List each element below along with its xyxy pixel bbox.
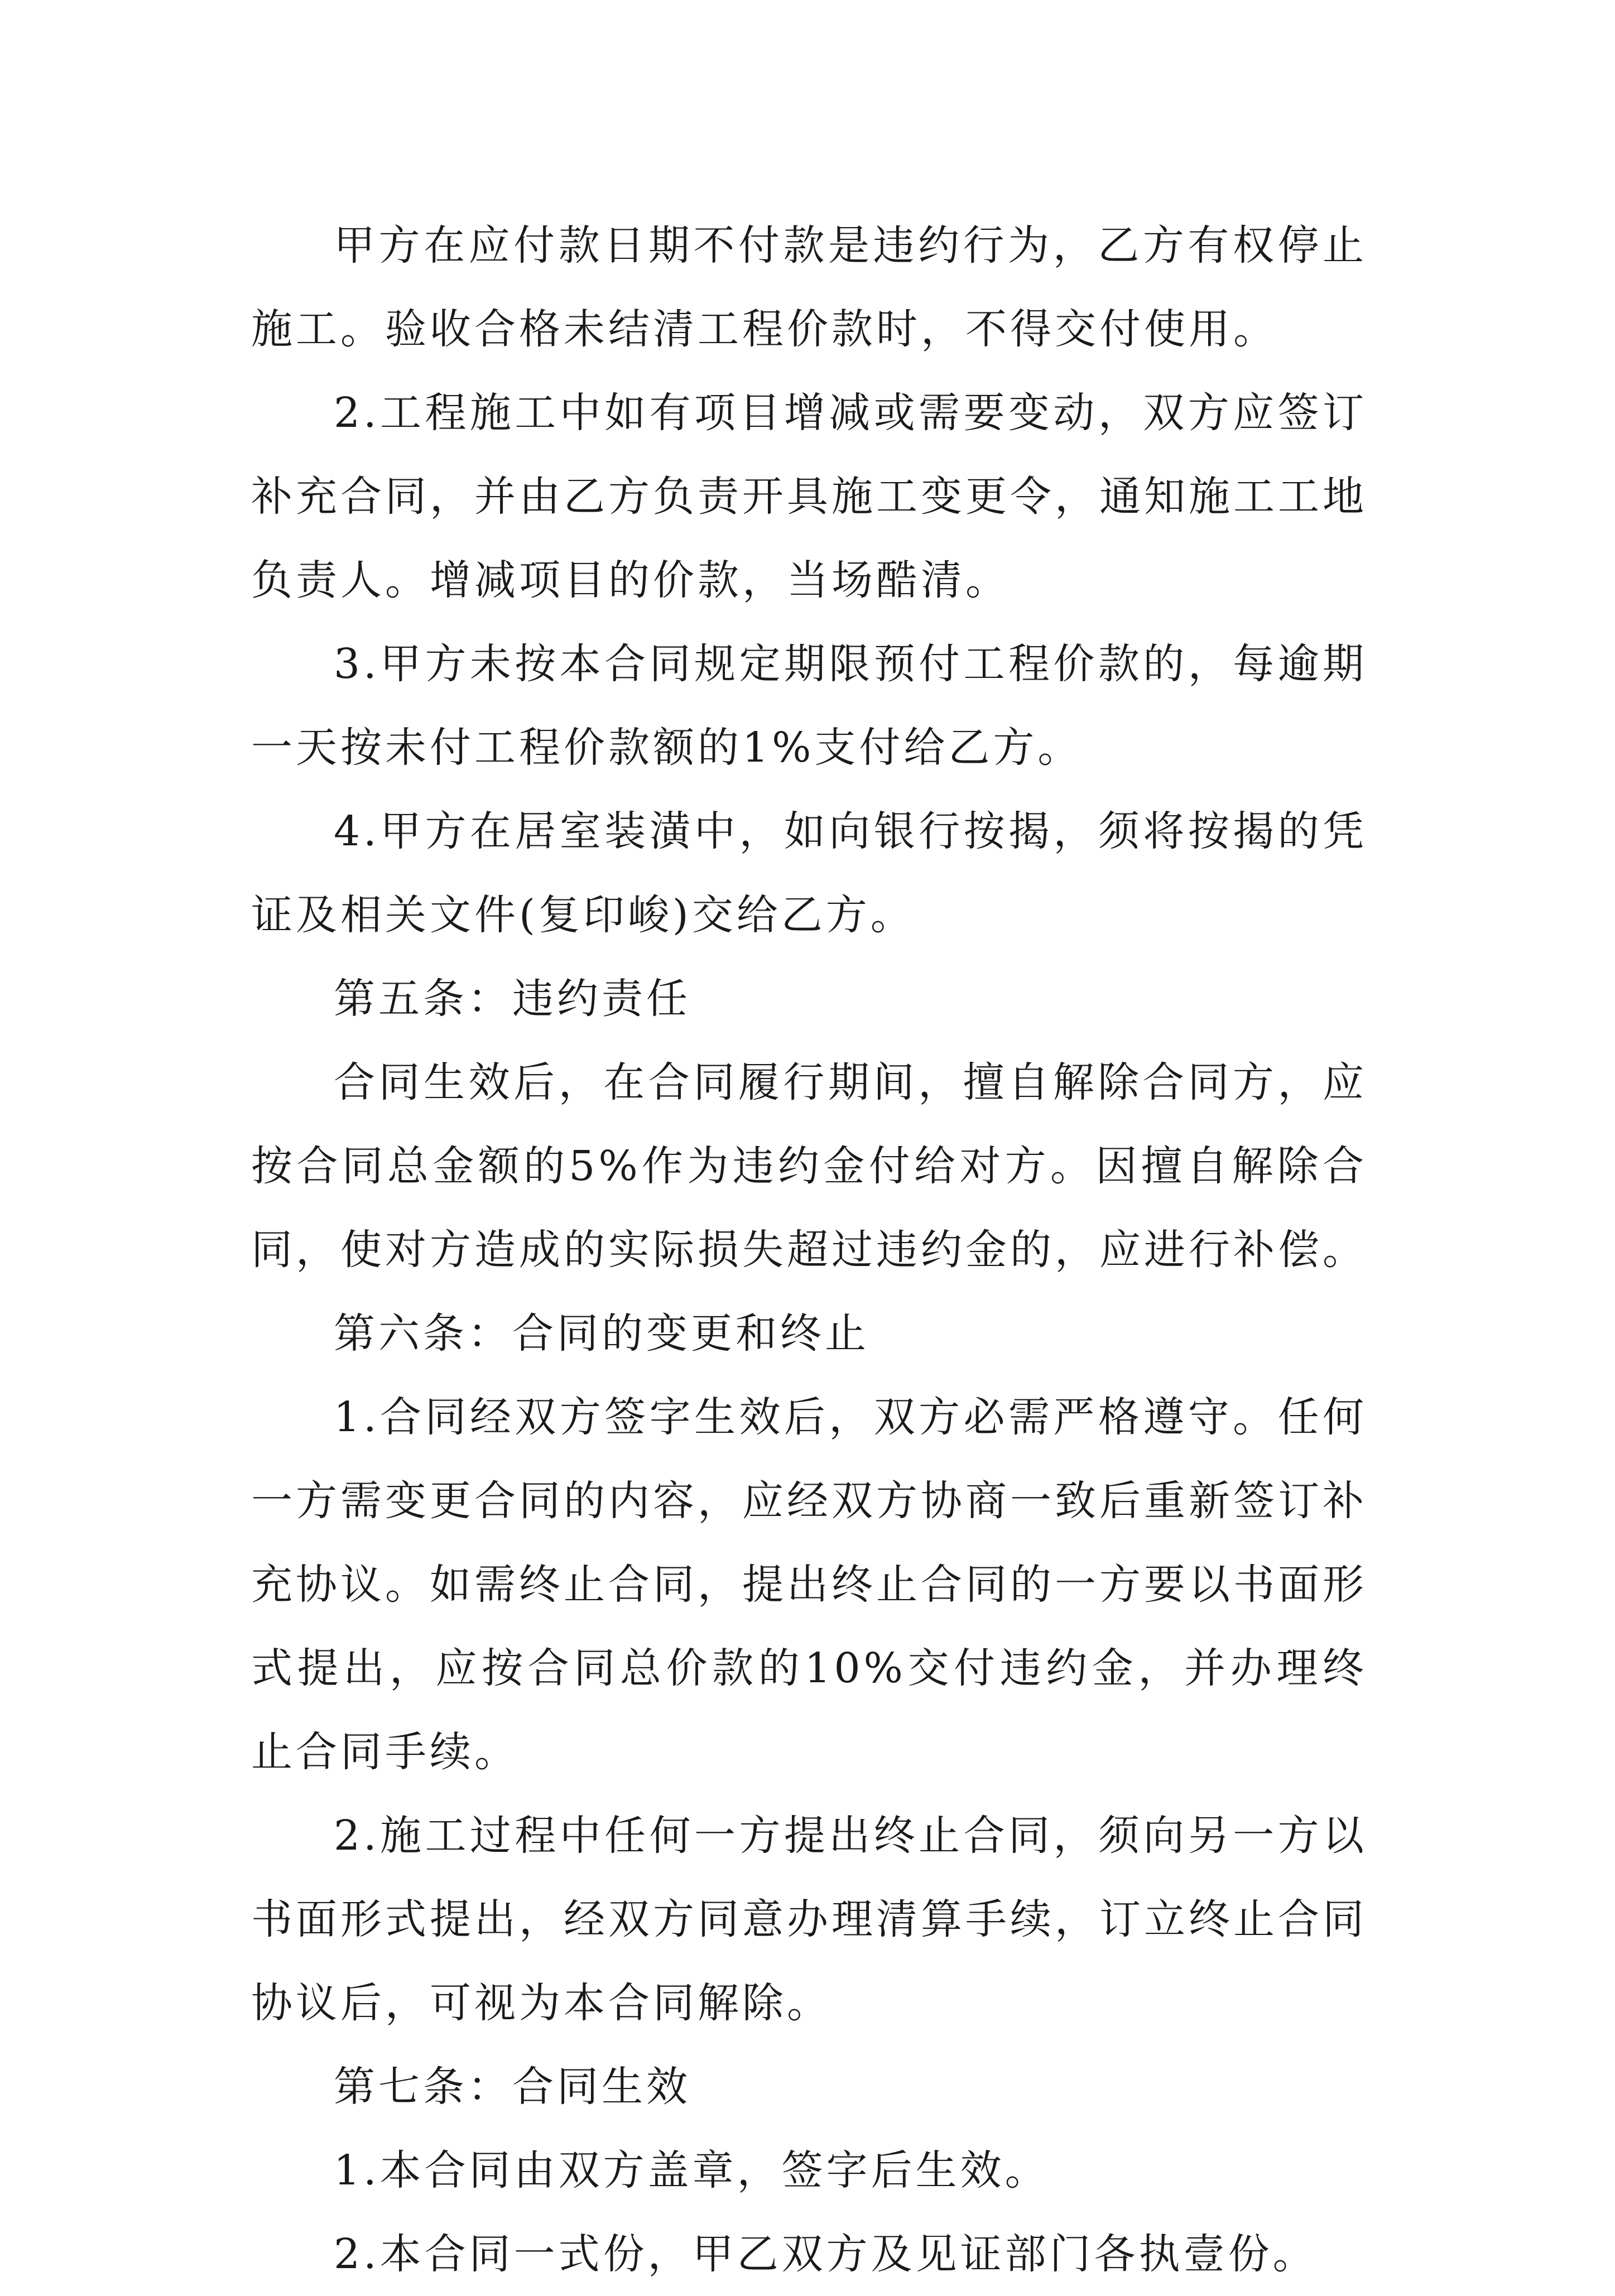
paragraph-item-3: 3.甲方未按本合同规定期限预付工程价款的，每逾期一天按未付工程价款额的1%支付给乙方。	[251, 640, 1367, 772]
paragraph-change-item-1: 1.合同经双方签字生效后，双方必需严格遵守。任何一方需变更合同的内容，应经双方协商一致后重新签订补充协议。如需终止合同，提出终止合同的一方要以书面形式提出，应按合同总价款的10%交付违约金，并办理终止合同手续。	[251, 1393, 1367, 1776]
paragraph-item-2: 2.工程施工中如有项目增减或需要变动，双方应签订补充合同，并由乙方负责开具施工变更令，通知施工工地负责人。增减项目的价款，当场酷清。	[251, 389, 1367, 604]
paragraph-item-4: 4.甲方在居室装潢中，如向银行按揭，须将按揭的凭证及相关文件(复印峻)交给乙方。	[251, 807, 1367, 939]
section-heading-article-6: 第六条：合同的变更和终止	[334, 1310, 869, 1358]
section-heading-article-5: 第五条：违约责任	[334, 975, 691, 1023]
document-body	[251, 204, 1367, 2296]
paragraph-effect-item-1: 1.本合同由双方盖章，签字后生效。	[334, 2146, 1050, 2194]
paragraph-change-item-2: 2.施工过程中任何一方提出终止合同，须向另一方以书面形式提出，经双方同意办理清算手续，订立终止合同协议后，可视为本合同解除。	[251, 1812, 1367, 2027]
paragraph-payment-default: 甲方在应付款日期不付款是违约行为，乙方有权停止施工。验收合格未结清工程价款时，不得交付使用。	[251, 222, 1367, 353]
paragraph-effect-item-2: 2.本合同一式份，甲乙双方及见证部门各执壹份。	[334, 2230, 1318, 2278]
paragraph-breach-liability: 合同生效后，在合同履行期间，擅自解除合同方，应按合同总金额的5%作为违约金付给对方。因擅自解除合同，使对方造成的实际损失超过违约金的，应进行补偿。	[251, 1058, 1367, 1274]
section-heading-article-7: 第七条：合同生效	[334, 2063, 691, 2111]
